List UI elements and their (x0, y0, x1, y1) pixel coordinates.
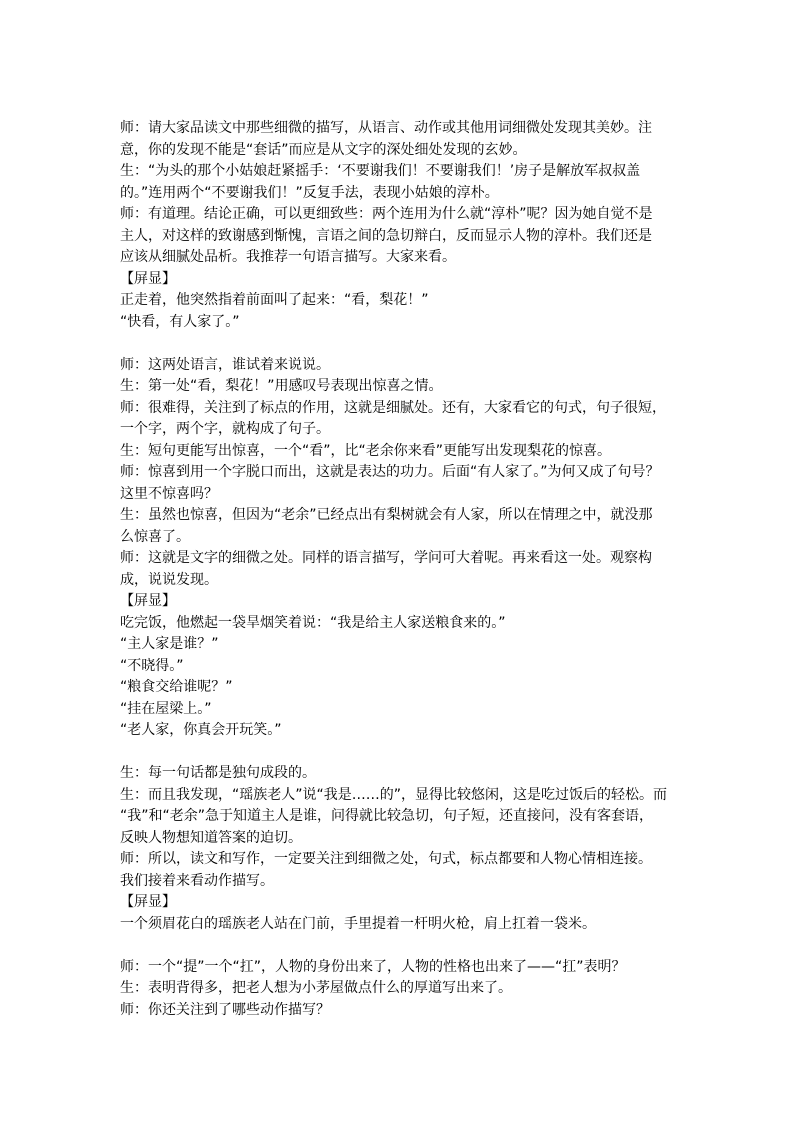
text-line: “粮食交给谁呢？” (120, 679, 233, 695)
blank-line (120, 742, 680, 764)
blank-line (120, 935, 680, 957)
text-line: “我”和“老余”急于知道主人是谁，问得就比较急切，句子短，还直接问，没有客套语， (120, 808, 654, 824)
text-line: 师：很难得，关注到了标点的作用，这就是细腻处。还有，大家看它的句式，句子很短， (120, 399, 666, 416)
document-body (120, 118, 680, 1021)
text-line: 这里不惊喜吗？ (120, 485, 218, 502)
text-line: 师：所以，读文和写作，一定要关注到细微之处，句式，标点都要和人物心情相连接。 (120, 851, 652, 867)
text-line: 应该从细腻处品析。我推荐一句语言描写。大家来看。 (120, 249, 456, 265)
text-line: 生：第一处“看，梨花！”用感叹号表现出惊喜之情。 (120, 378, 443, 394)
text-line: 主人，对这样的致谢感到惭愧，言语之间的急切辩白，反而显示人物的淳朴。我们还是 (120, 227, 652, 244)
text-line: “快看，有人家了。” (120, 313, 240, 330)
text-line: 【屏显】 (120, 593, 176, 609)
text-line: 生：表明背得多，把老人想为小茅屋做点什么的厚道写出来了。 (120, 980, 512, 996)
text-line: 师：你还关注到了哪些动作描写？ (120, 1001, 330, 1018)
text-line: 生：而且我发现，“瑶族老人”说“我是……的”，显得比较悠闲，这是吃过饭后的轻松。而 (120, 786, 668, 803)
text-line: 【屏显】 (120, 270, 176, 287)
text-line: 生：虽然也惊喜，但因为“老余”已经点出有梨树就会有人家，所以在情理之中，就没那 (120, 507, 653, 523)
text-line: 一个须眉花白的瑶族老人站在门前，手里提着一杆明火枪，肩上扛着一袋米。 (120, 915, 596, 932)
text-line: 师：惊喜到用一个字脱口而出，这就是表达的功力。后面“有人家了。”为何又成了句号？ (120, 464, 660, 480)
text-line: “主人家是谁？” (120, 636, 219, 652)
blank-line (120, 333, 680, 355)
text-line: 正走着，他突然指着前面叫了起来：“看，梨花！” (120, 292, 429, 308)
text-line: 反映人物想知道答案的迫切。 (120, 829, 302, 846)
text-line: 生：每一句话都是独句成段的。 (120, 765, 316, 781)
text-line: 生：短句更能写出惊喜，一个“看”，比“老余你来看”更能写出发现梨花的惊喜。 (120, 442, 612, 459)
text-line: 的。”连用两个“不要谢我们！”反复手法，表现小姑娘的淳朴。 (120, 184, 499, 201)
text-line: “挂在屋梁上。” (120, 700, 212, 717)
text-line: 师：这就是文字的细微之处。同样的语言描写，学问可大着呢。再来看这一处。观察构 (120, 550, 652, 566)
text-line: 吃完饭，他燃起一袋旱烟笑着说：“我是给主人家送粮食来的。” (120, 614, 506, 631)
text-line: “老人家，你真会开玩笑。” (120, 722, 282, 738)
text-line: 【屏显】 (120, 894, 176, 910)
text-line: 成，说说发现。 (120, 571, 218, 588)
text-line: 么惊喜了。 (120, 528, 190, 545)
text-line: 一个字，两个字，就构成了句子。 (120, 421, 330, 437)
text-line: 生：“为头的那个小姑娘赶紧摇手：‘不要谢我们！不要谢我们！’房子是解放军叔叔盖 (120, 163, 641, 179)
text-line: “不晓得。” (120, 657, 184, 674)
text-line: 我们接着来看动作描写。 (120, 872, 274, 889)
text-line: 师：这两处语言，谁试着来说说。 (120, 356, 330, 373)
text-line: 意，你的发现不能是“套话”而应是从文字的深处细处发现的玄妙。 (120, 141, 527, 158)
text-line: 师：一个“提”一个“扛”，人物的身份出来了，人物的性格也出来了——“扛”表明？ (120, 958, 626, 975)
text-line: 师：有道理。结论正确，可以更细致些：两个连用为什么就“淳朴”呢？因为她自觉不是 (120, 206, 653, 222)
text-line: 师：请大家品读文中那些细微的描写，从语言、动作或其他用词细微处发现其美妙。注 (120, 120, 652, 136)
